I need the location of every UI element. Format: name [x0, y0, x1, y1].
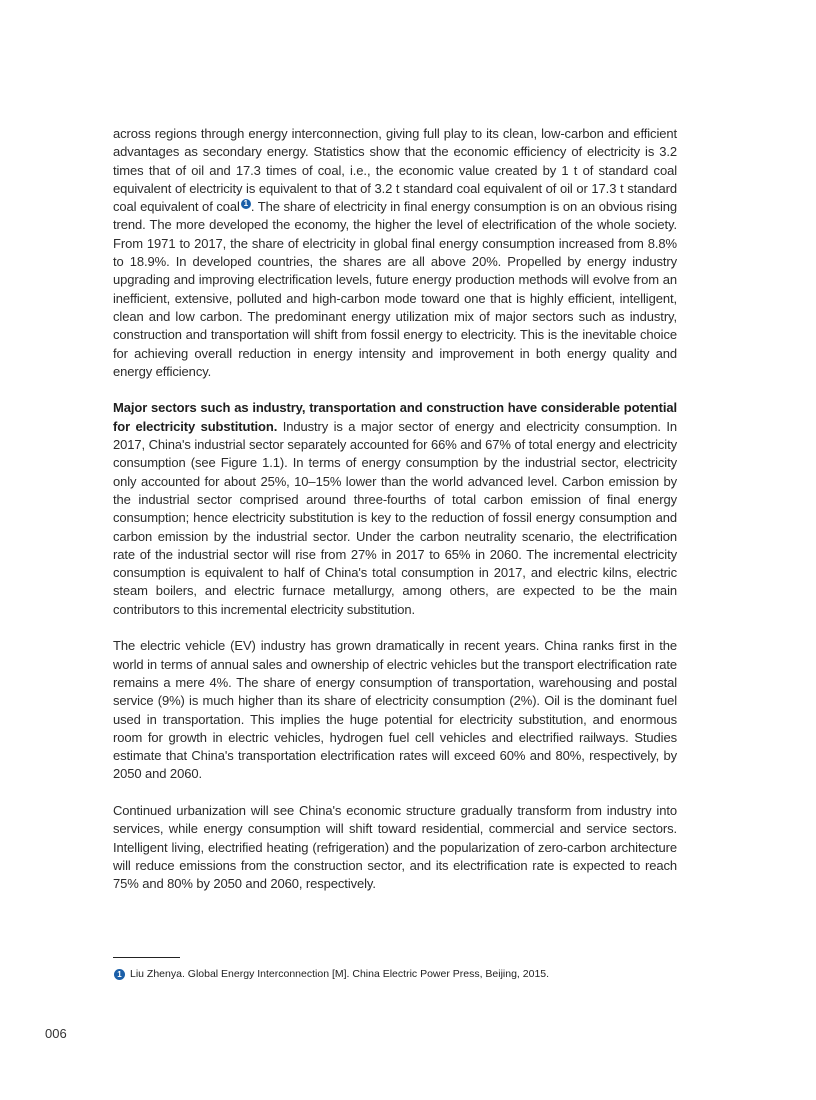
footnote-marker: 1 [114, 969, 125, 980]
paragraph-lead-bold: Major sectors such as industry, transportation and construction have considerable potential for electricity substitution. [113, 400, 677, 434]
footnote-ref-marker[interactable]: 1 [241, 199, 251, 209]
footnote [113, 968, 549, 980]
paragraph-construction: Continued urbanization will see China's economic structure gradually transform from industry into services, while energy consumption will shift toward residential, commercial and service sectors. Intelligent living, electrified heating (refrigeration) and the popularization of zero-carbon architecture will reduce emissions from the construction sector, and its electrification rate is expected to reach 75% and 80% by 2050 and 2060, respectively. [113, 802, 677, 892]
paragraph-electricity-efficiency: across regions through energy interconnection, giving full play to its clean, low-carbon and efficient advantages as secondary energy. Statistics show that the economic efficiency of electricity is 3.2 times that of oil and 17.3 times of coal, i.e., the economic value created by 1 t of standard coal equivalent of electricity is equivalent to that of 3.2 t standard coal equivalent of oil or 17.3 t standard coal equivalent of coal 1 . The share of electricity in final energy consumption is on an obvious rising trend. The more developed the economy, the higher the level of electrification of the whole society. From 1971 to 2017, the share of electricity in global final energy consumption increased from 8.8% to 18.9%. In developed countries, the shares are all above 20%. Propelled by energy industry upgrading and improving electrification levels, future energy production methods will evolve from an inefficient, extensive, polluted and high-carbon mode toward one that is highly efficient, intelligent, clean and low carbon. The predominant energy utilization mix of major sectors such as industry, construction and transportation will shift from fossil energy to electricity. This is the inevitable choice for achieving overall reduction in energy intensity and improvement in both energy quality and energy efficiency. [113, 126, 677, 379]
footnote-text: Liu Zhenya. Global Energy Interconnection [M]. China Electric Power Press, Beijing, 2015. [130, 968, 550, 980]
footnote-divider [113, 957, 180, 958]
paragraph-industry: Major sectors such as industry, transportation and construction have considerable potential for electricity substitution. Industry is a major sector of energy and electricity consumption. In 2017, China's industrial sector separately accounted for 66% and 67% of total energy and electricity consumption (see Figure 1.1). In terms of energy consumption by the industrial sector, electricity only accounted for about 25%, 10–15% lower than the world advanced level. Carbon emission by the industrial sector comprised around three-fourths of total carbon emission of final energy consumption; hence electricity substitution is key to the reduction of fossil energy consumption and carbon emission by the industrial sector. Under the carbon neutrality scenario, the electrification rate of the industrial sector will rise from 27% in 2017 to 65% in 2060. The incremental electricity consumption is equivalent to half of China's total consumption in 2017, and electric kilns, electric steam boilers, and electric furnace metallurgy, among others, are expected to be the main contributors to this incremental electricity substitution. [113, 400, 677, 617]
paragraph-transportation: The electric vehicle (EV) industry has grown dramatically in recent years. China ranks first in the world in terms of annual sales and ownership of electric vehicles but the transport electrification rate remains a mere 4%. The share of energy consumption of transportation, warehousing and postal service (9%) is much higher than its share of electricity consumption (2%). Oil is the dominant fuel used in transportation. This implies the huge potential for electricity substitution, and enormous room for growth in electric vehicles, hydrogen fuel cell vehicles and electrified railways. Studies estimate that China's transportation electrification rates will exceed 60% and 80%, respectively, by 2050 and 2060. [113, 638, 677, 782]
page-number: 006 [45, 1026, 67, 1041]
body-text [113, 125, 677, 912]
